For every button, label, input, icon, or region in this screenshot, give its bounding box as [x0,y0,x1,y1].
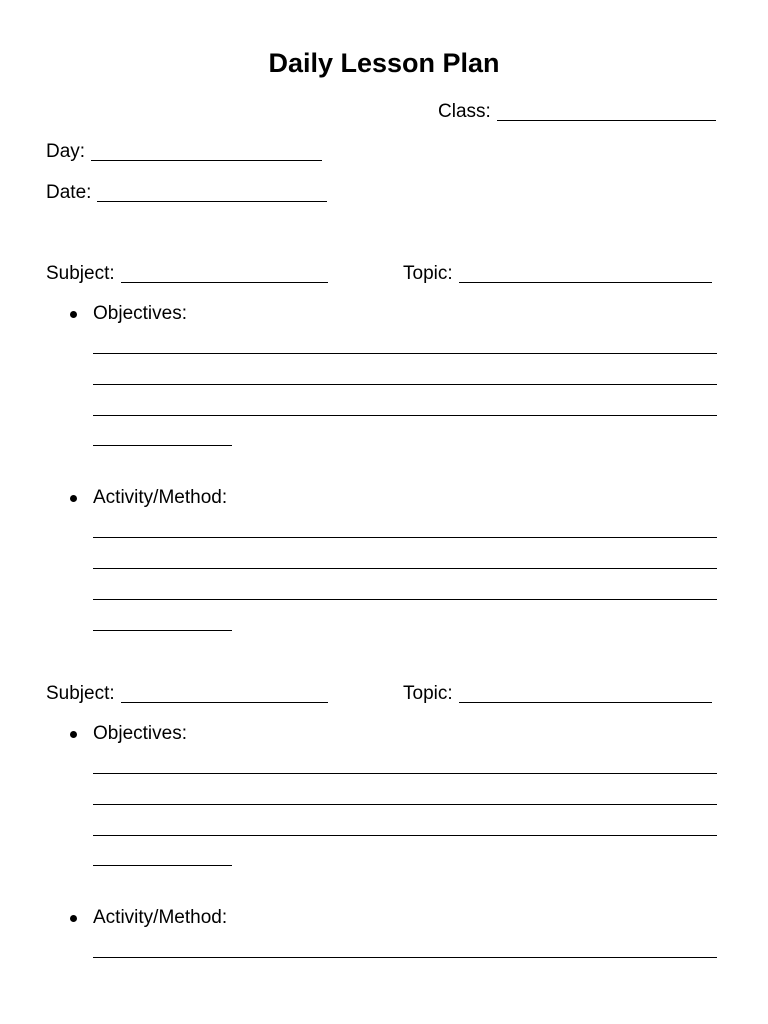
bullet-icon [70,731,77,738]
activity-item-2 [70,906,227,930]
class-blank[interactable] [497,102,716,121]
page-title: Daily Lesson Plan [268,48,500,78]
objectives-line-2c[interactable] [93,835,717,836]
topic-field-2 [403,682,712,706]
bullet-icon [70,915,77,922]
objectives-line-1c[interactable] [93,415,717,416]
activity-line-1d[interactable] [93,630,232,631]
day-field [46,140,322,164]
objectives-line-2d[interactable] [93,865,232,866]
activity-line-1a[interactable] [93,537,717,538]
objectives-line-2b[interactable] [93,804,717,805]
subject-field-1 [46,262,328,286]
activity-line-1b[interactable] [93,568,717,569]
topic-blank-2[interactable] [459,684,712,703]
objectives-line-1d[interactable] [93,445,232,446]
objectives-item-1 [70,302,187,326]
subject-field-2 [46,682,328,706]
subject-blank-2[interactable] [121,684,328,703]
topic-label-1: Topic: [403,263,453,284]
day-blank[interactable] [91,142,322,161]
subject-label-1: Subject: [46,263,115,284]
objectives-line-2a[interactable] [93,773,717,774]
activity-item-1 [70,486,227,510]
topic-field-1 [403,262,712,286]
objectives-item-2 [70,722,187,746]
bullet-icon [70,495,77,502]
activity-line-1c[interactable] [93,599,717,600]
class-label: Class: [438,101,491,122]
date-label: Date: [46,182,92,203]
objectives-line-1a[interactable] [93,353,717,354]
bullet-icon [70,311,77,318]
subject-blank-1[interactable] [121,264,328,283]
date-field [46,181,327,205]
objectives-label-2: Objectives: [93,723,187,744]
class-field [438,100,716,124]
activity-label-2: Activity/Method: [93,907,228,928]
activity-label-1: Activity/Method: [93,487,228,508]
subject-label-2: Subject: [46,683,115,704]
objectives-label-1: Objectives: [93,303,187,324]
activity-line-2a[interactable] [93,957,717,958]
objectives-line-1b[interactable] [93,384,717,385]
day-label: Day: [46,141,86,162]
date-blank[interactable] [97,183,327,202]
topic-blank-1[interactable] [459,264,712,283]
topic-label-2: Topic: [403,683,453,704]
